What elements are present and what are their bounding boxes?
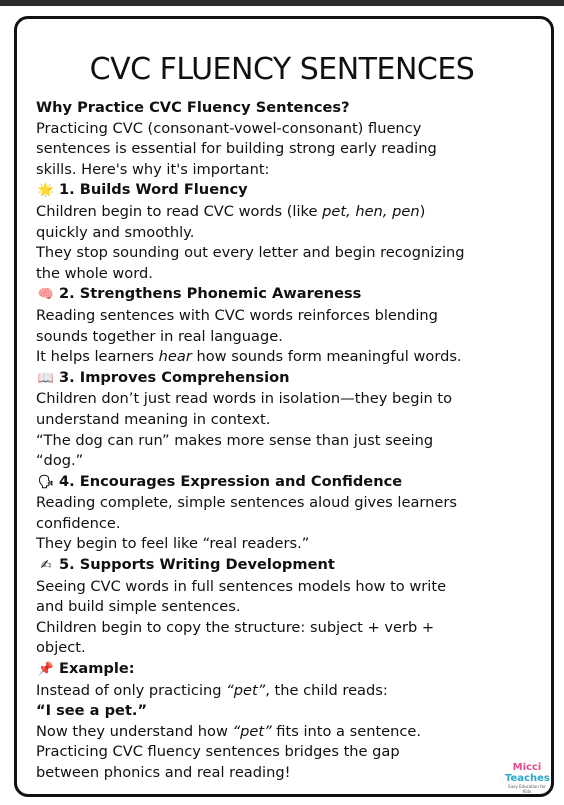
book-icon: 📖 xyxy=(37,370,55,386)
section-line: object. xyxy=(36,639,86,657)
section-line: Reading complete, simple sentences aloud gives learners xyxy=(36,494,457,512)
section-line: They stop sounding out every letter and begin recognizing xyxy=(36,244,465,262)
section-heading: 🗣 4. Encourages Expression and Confidence xyxy=(36,472,526,494)
star-icon: 🌟 xyxy=(37,183,55,199)
section-line: Children begin to read CVC words (like pet, hen, pen) xyxy=(36,202,426,220)
example-line: Practicing CVC fluency sentences bridges the gap xyxy=(36,743,400,761)
section-line: Reading sentences with CVC words reinforces blending xyxy=(36,306,438,324)
section-line: and build simple sentences. xyxy=(36,598,241,616)
brand-logo xyxy=(505,762,549,794)
logo-line: Micci xyxy=(512,762,542,773)
section-heading: 🧠 2. Strengthens Phonemic Awareness xyxy=(36,284,526,306)
section-line: “dog.” xyxy=(36,452,84,470)
example-line: between phonics and real reading! xyxy=(36,764,291,781)
intro-line: Practicing CVC (consonant-vowel-consonant) fluency xyxy=(36,119,422,137)
section-line: quickly and smoothly. xyxy=(36,223,195,241)
section-line: It helps learners hear how sounds form meaningful words. xyxy=(36,348,462,366)
example-line: Instead of only practicing “pet”, the child reads: xyxy=(36,681,388,699)
section-heading: ✍ 5. Supports Writing Development xyxy=(36,555,526,577)
pushpin-icon: 📌 xyxy=(37,662,55,678)
logo-line: Teaches xyxy=(505,773,550,784)
section-line: “The dog can run” makes more sense than just seeing xyxy=(36,431,434,449)
section-heading: 🌟 1. Builds Word Fluency xyxy=(36,180,526,202)
intro-heading: Why Practice CVC Fluency Sentences? xyxy=(36,99,350,116)
speaking-head-icon: 🗣 xyxy=(37,474,55,490)
intro-line: skills. Here's why it's important: xyxy=(36,160,270,178)
example-line: Now they understand how “pet” fits into a sentence. xyxy=(36,722,422,740)
section-line: confidence. xyxy=(36,514,121,532)
intro-line: sentences is essential for building strong early reading xyxy=(36,140,437,158)
section-line: Children don’t just read words in isolation—they begin to xyxy=(36,390,453,408)
example-heading: 📌 Example: xyxy=(36,659,526,681)
section-line: They begin to feel like “real readers.” xyxy=(36,535,310,553)
section-line: Seeing CVC words in full sentences models how to write xyxy=(36,577,447,595)
brain-icon: 🧠 xyxy=(37,287,55,303)
section-heading: 📖 3. Improves Comprehension xyxy=(36,368,526,390)
worksheet-content xyxy=(36,98,526,784)
writing-hand-icon: ✍ xyxy=(40,558,52,574)
page-title: CVC FLUENCY SENTENCES xyxy=(89,52,475,88)
section-line: sounds together in real language. xyxy=(36,327,283,345)
logo-tagline: Easy Education for Kids xyxy=(508,784,546,794)
example-sentence: “I see a pet.” xyxy=(36,702,148,720)
top-border-bar xyxy=(0,0,564,6)
section-line: understand meaning in context. xyxy=(36,410,271,428)
section-line: Children begin to copy the structure: subject + verb + xyxy=(36,618,435,636)
section-line: the whole word. xyxy=(36,264,153,282)
